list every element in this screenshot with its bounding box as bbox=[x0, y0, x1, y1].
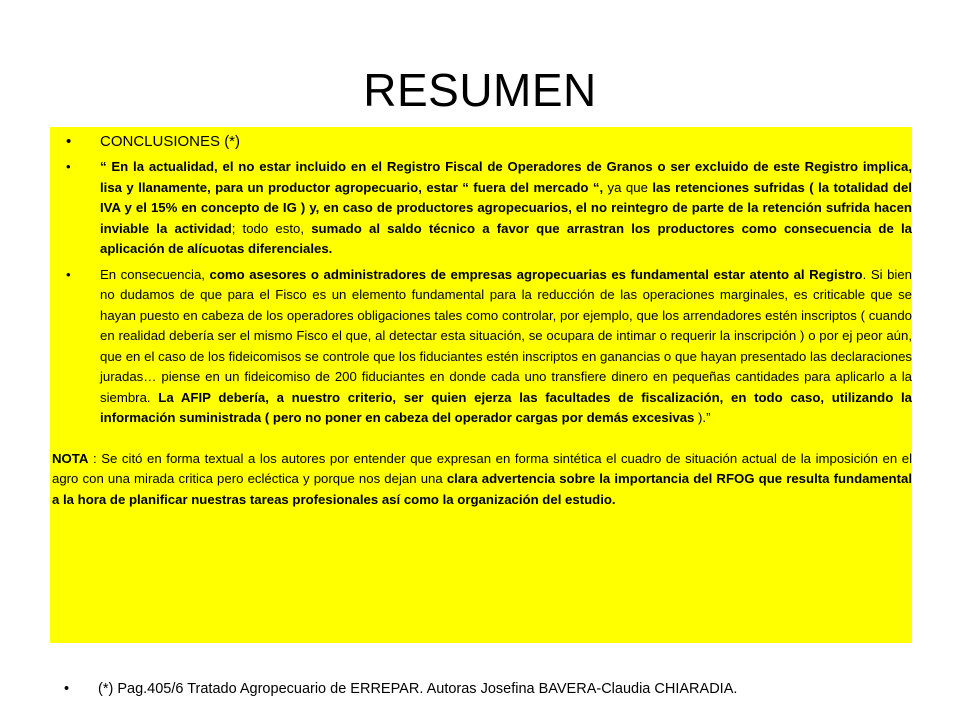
text-bold: clara advertencia sobre la importancia del RFOG que resulta fundamental a la hora de planificar nuestras tareas profesionales así como la organización del estudio. bbox=[52, 471, 912, 507]
paragraph-advisors bbox=[52, 265, 912, 429]
bullet-marker: • bbox=[66, 133, 72, 150]
page-title: RESUMEN bbox=[363, 64, 597, 116]
highlighted-summary-box bbox=[50, 127, 912, 643]
note-label: NOTA bbox=[52, 450, 89, 466]
text-bold: las retenciones sufridas ( la totalidad del IVA y el 15% en concepto de IG ) y, en caso de productores agropecuarios, el no reintegro de parte de la retención sufrida hacen inviable la actividad bbox=[100, 179, 912, 236]
text-normal: En consecuencia, bbox=[100, 266, 210, 282]
text-normal: ya que bbox=[603, 179, 653, 195]
footnote-reference bbox=[50, 679, 930, 699]
bullet-marker: • bbox=[66, 266, 71, 282]
text-bold: como asesores o administradores de empresas agropecuarias es fundamental estar atento al Registro bbox=[209, 266, 863, 282]
text-bold: sumado al saldo técnico a favor que arrastran los productores como consecuencia de la aplicación de alícuotas diferenciales. bbox=[100, 220, 912, 256]
text-normal: ; todo esto, bbox=[231, 220, 312, 236]
note-paragraph bbox=[52, 449, 912, 511]
text-bold: “ En la actualidad, el no estar incluido en el Registro Fiscal de Operadores de Granos o ser excluido de este Registro implica, lisa y llanamente, para un productor agropecuario, estar “ fuera del mercado “, bbox=[100, 159, 912, 195]
text-normal: . Si bien no dudamos de que para el Fisco es un elemento fundamental para la reducción de las operaciones marginales, es criticable que se hayan puesto en cabeza de los operadores obligaciones tales como controlar, por ejemplo, que los arrendadores estén inscriptos ( cuando en realidad debería ser el mismo Fisco el que, al detectar esta situación, se ocupara de intimar o requerir la inscripción ) o por ej peor aún, que en el caso de los fideicomisos se controle que los fiduciantes estén inscriptos en ganancias o que hayan presentado las declaraciones juradas… piense en un fideicomiso de 200 fiduciantes en donde cada uno transfiere dinero en pequeñas cantidades para aplicarlo a la siembra. bbox=[100, 266, 912, 405]
text-bold: La AFIP debería, a nuestro criterio, ser quien ejerza las facultades de fiscalización, en todo caso, utilizando la información suministrada ( pero no poner en cabeza del operador cargas por demás excesivas bbox=[100, 389, 912, 425]
paragraph-registry-impact bbox=[52, 157, 912, 260]
text-normal: ).” bbox=[698, 410, 711, 425]
footnote-text: (*) Pag.405/6 Tratado Agropecuario de ERREPAR. Autoras Josefina BAVERA-Claudia CHIARADIA. bbox=[98, 681, 738, 697]
bullet-marker: • bbox=[64, 681, 70, 697]
bullet-marker: • bbox=[66, 159, 71, 174]
heading-text: CONCLUSIONES (*) bbox=[100, 133, 241, 150]
text-normal: : Se citó en forma textual a los autores por entender que expresan en forma sintética el cuadro de situación actual de la imposición en el agro con una mirada critica pero ecléctica y porque nos dejan una bbox=[52, 450, 912, 486]
conclusions-heading bbox=[52, 131, 912, 153]
